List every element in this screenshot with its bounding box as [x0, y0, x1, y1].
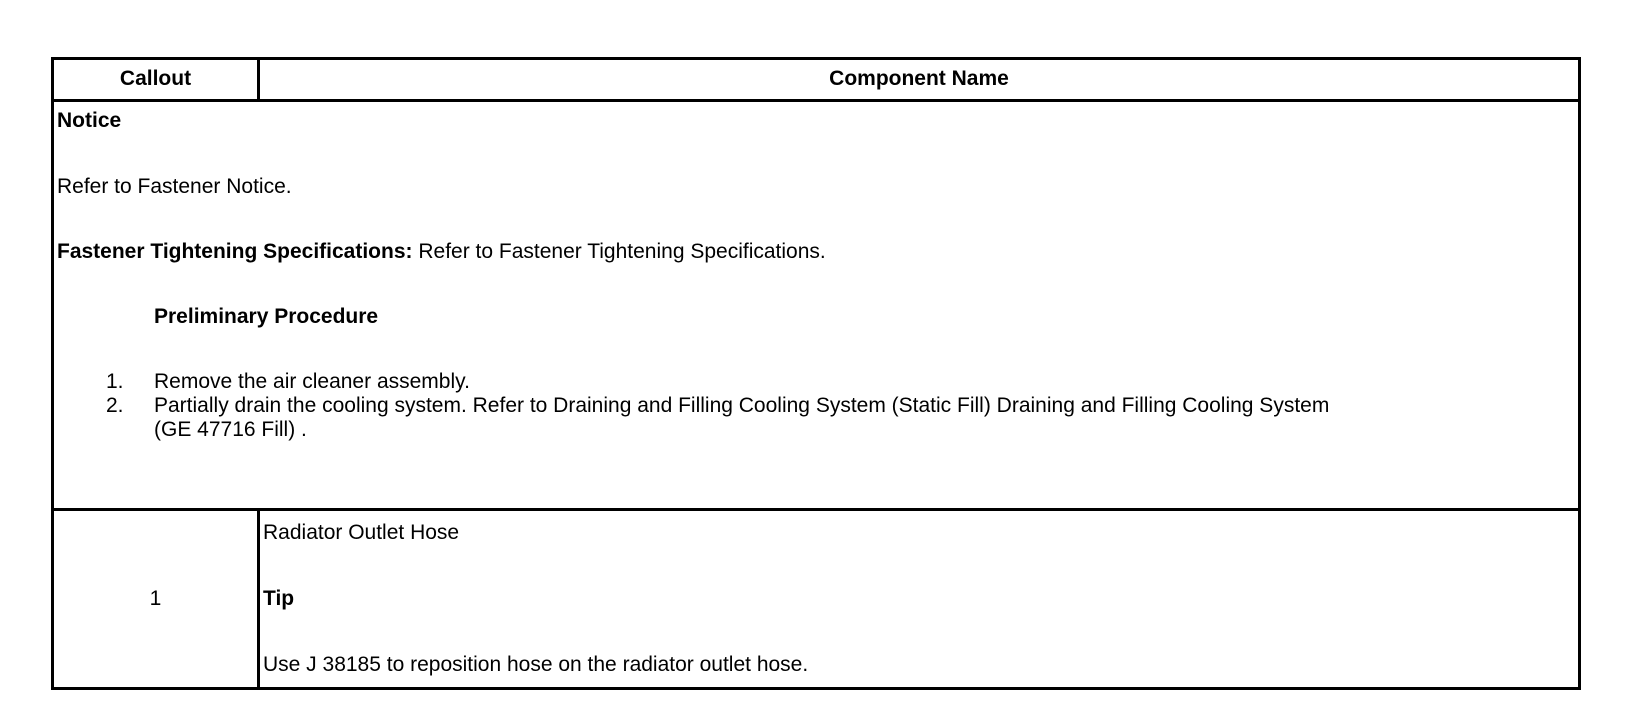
table-header-row: [54, 60, 1578, 102]
callout-table: [51, 57, 1581, 690]
table-row-component-cell: [260, 511, 1578, 687]
step-1-number: 1.: [106, 370, 124, 393]
tightening-specifications-line: [57, 240, 826, 264]
tightening-specifications-label: Fastener Tightening Specifications:: [57, 240, 413, 263]
tightening-specifications-text: Refer to Fastener Tightening Specifications.: [412, 240, 826, 263]
component-name: Radiator Outlet Hose: [263, 521, 460, 544]
step-2-number: 2.: [106, 394, 124, 417]
step-2-text-line-1: Partially drain the cooling system. Refer to Draining and Filling Cooling System (Static Fill) Draining and Filling Cooling System: [154, 394, 1330, 417]
notice-section: [54, 102, 1578, 511]
tip-text: Use J 38185 to reposition hose on the radiator outlet hose.: [263, 653, 809, 676]
table-row-callout-cell: [54, 511, 260, 687]
preliminary-procedure-heading: Preliminary Procedure: [154, 305, 379, 328]
fastener-notice-reference: Refer to Fastener Notice.: [57, 175, 292, 198]
tip-heading: Tip: [263, 587, 295, 610]
component-name-column-header: Component Name: [829, 67, 1009, 90]
callout-column-header: Callout: [54, 60, 260, 99]
notice-heading: Notice: [57, 109, 122, 132]
callout-number: 1: [149, 587, 162, 610]
step-1-text: Remove the air cleaner assembly.: [154, 370, 470, 393]
step-2-text-line-2: (GE 47716 Fill) .: [154, 418, 307, 441]
